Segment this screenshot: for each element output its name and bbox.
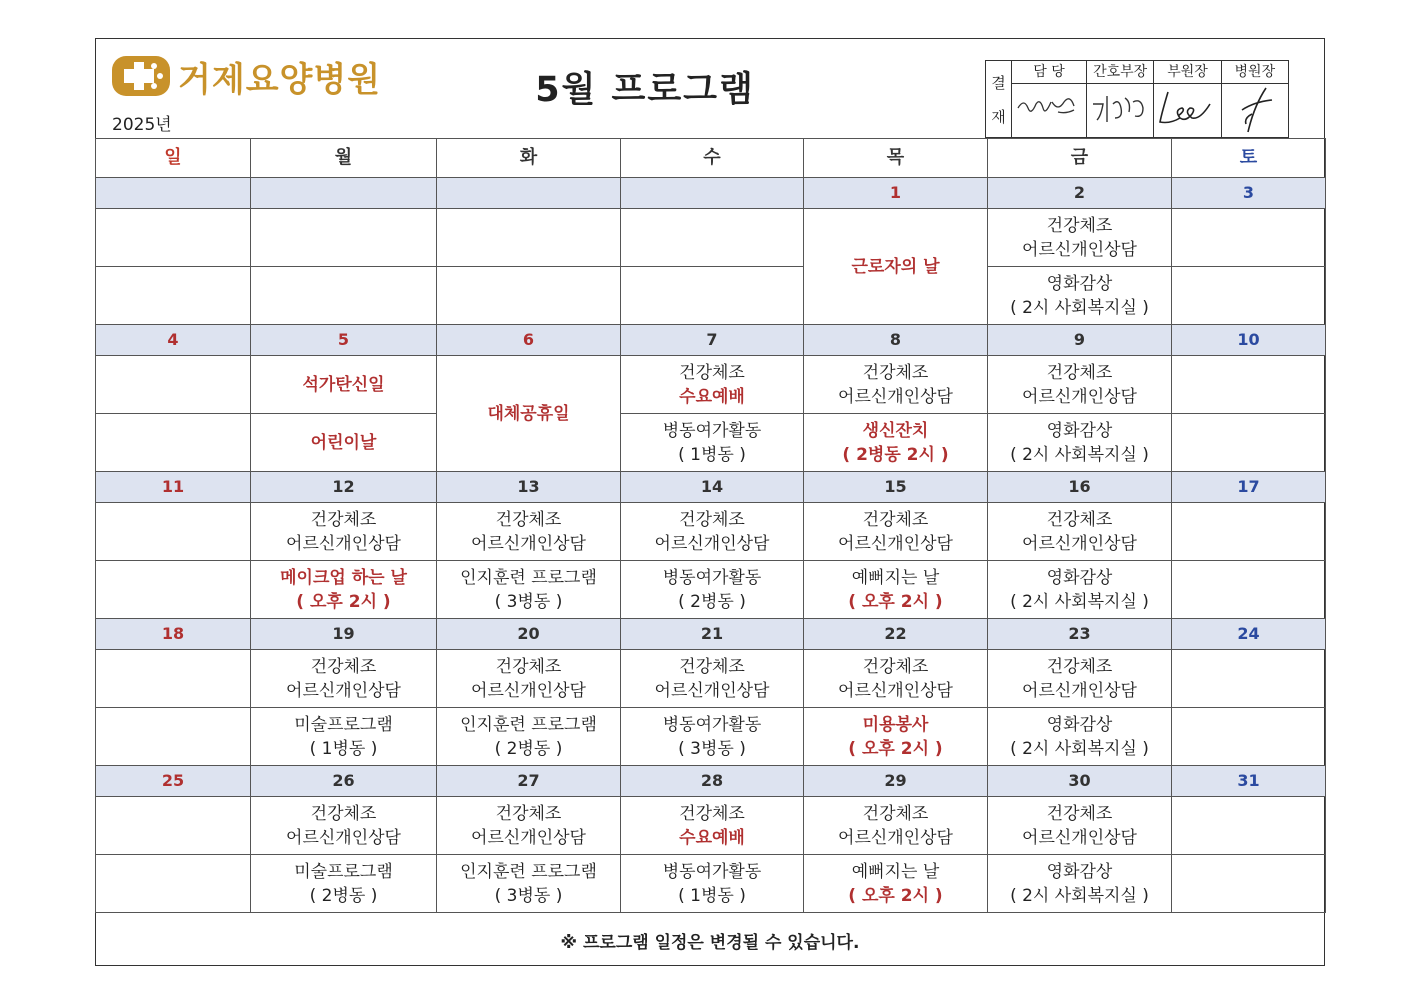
program-cell [804,503,988,561]
program-line: 건강체조 [862,656,929,677]
weekday-header [96,139,1326,178]
program-cell [96,708,251,766]
program-line: ( 오후 2시 ) [848,738,943,759]
hospital-name: 거제요양병원 [178,59,382,100]
program-cell [1172,561,1326,619]
signature-4 [1222,84,1288,142]
program-cell [621,356,804,414]
program-cell [437,503,621,561]
program-cell [621,650,804,708]
holiday-cell: 근로자의 날 [804,209,988,325]
program-line: 어르신개인상담 [654,680,770,701]
program-line: 어르신개인상담 [1022,533,1137,554]
program-cell [804,561,988,619]
date-cell: 3 [1172,178,1326,209]
program-cell [251,267,437,325]
program-cell [251,708,437,766]
program-cell [251,797,437,855]
program-line: 건강체조 [1046,362,1113,383]
program-line: 어르신개인상담 [838,386,953,407]
program-cell [96,356,251,414]
program-line: 인지훈련 프로그램 [460,714,597,735]
program-line: 어르신개인상담 [286,680,401,701]
date-cell: 24 [1172,619,1326,650]
approval-col [1012,61,1087,137]
date-cell: 1 [804,178,988,209]
program-cell [437,209,621,267]
program-line: 건강체조 [1046,509,1113,530]
date-cell: 10 [1172,325,1326,356]
program-line: 어르신개인상담 [1022,239,1137,260]
program-line: ( 2병동 ) [309,885,378,906]
date-cell [437,178,621,209]
program-line: ( 오후 2시 ) [848,591,943,612]
program-cell [1172,503,1326,561]
program-line: 인지훈련 프로그램 [460,567,597,588]
program-line: 건강체조 [862,509,929,530]
holiday-cell: 대체공휴일 [437,356,621,472]
program-cell [1172,855,1326,913]
program-line: 건강체조 [310,803,377,824]
program-line: 건강체조 [310,509,377,530]
program-cell [804,650,988,708]
schedule-note: ※ 프로그램 일정은 변경될 수 있습니다. [560,933,860,953]
approval-col [1087,61,1154,137]
date-cell [621,178,804,209]
date-cell: 6 [437,325,621,356]
program-line: 어르신개인상담 [471,533,586,554]
program-cell [96,650,251,708]
program-line: 인지훈련 프로그램 [460,861,597,882]
program-line: 어르신개인상담 [838,680,953,701]
program-cell [621,209,804,267]
program-line: 미술프로그램 [294,714,393,735]
weekday-fri: 금 [988,139,1172,178]
date-cell: 5 [251,325,437,356]
program-line: 어르신개인상담 [1022,827,1137,848]
approval-label: 결 재 [986,61,1012,137]
program-line: 건강체조 [679,362,745,383]
date-cell: 22 [804,619,988,650]
program-line: ( 3병동 ) [494,591,563,612]
approval-role: 부원장 [1154,61,1220,84]
approval-box [985,60,1289,138]
program-line: 병동여가활동 [662,567,762,588]
program-row [96,650,1326,708]
signature-3 [1154,84,1220,142]
date-row [96,766,1326,797]
date-cell [251,178,437,209]
date-row [96,325,1326,356]
program-line: 건강체조 [495,509,562,530]
date-cell: 19 [251,619,437,650]
date-cell: 8 [804,325,988,356]
date-cell: 21 [621,619,804,650]
program-cell [1172,650,1326,708]
date-row [96,472,1326,503]
program-line: ( 오후 2시 ) [848,885,943,906]
program-cell [804,855,988,913]
program-cell [804,356,988,414]
program-cell [804,708,988,766]
program-line: 병동여가활동 [662,420,762,441]
year-label: 2025년 [112,115,172,135]
program-line: 생신잔치 [862,420,929,441]
program-line: 메이크업 하는 날 [280,567,407,588]
weekday-mon: 월 [251,139,437,178]
date-cell: 17 [1172,472,1326,503]
program-row [96,267,1326,325]
program-line: 어르신개인상담 [1022,386,1137,407]
weekday-sat: 토 [1172,139,1326,178]
program-cell [251,414,437,472]
date-cell: 18 [96,619,251,650]
program-line: ( 2시 사회복지실 ) [1010,591,1149,612]
program-cell [621,414,804,472]
approval-col [1154,61,1221,137]
program-line: ( 1병동 ) [678,444,746,465]
program-line: 건강체조 [495,656,562,677]
program-cell [96,503,251,561]
program-cell [437,650,621,708]
program-cell [988,855,1172,913]
program-line: 수요예배 [679,386,745,407]
program-cell [96,267,251,325]
program-line: 석가탄신일 [302,374,385,395]
program-line: ( 오후 2시 ) [296,591,391,612]
program-line: ( 1병동 ) [678,885,746,906]
program-line: ( 2병동 ) [494,738,563,759]
date-cell: 2 [988,178,1172,209]
date-cell: 14 [621,472,804,503]
program-line: 건강체조 [1046,656,1113,677]
program-cell [621,267,804,325]
program-cell [1172,356,1326,414]
date-cell: 9 [988,325,1172,356]
program-cell [988,209,1172,267]
program-line: 수요예배 [679,827,745,848]
approval-col [1222,61,1288,137]
program-cell [1172,414,1326,472]
program-line: 건강체조 [679,803,745,824]
weekday-tue: 화 [437,139,621,178]
program-cell [621,855,804,913]
weekday-thu: 목 [804,139,988,178]
program-line: 어르신개인상담 [286,533,401,554]
program-cell [988,267,1172,325]
program-cell [437,797,621,855]
program-line: 어르신개인상담 [286,827,401,848]
program-cell [251,209,437,267]
program-line: 병동여가활동 [662,714,762,735]
program-cell [621,561,804,619]
program-line: ( 2시 사회복지실 ) [1010,738,1149,759]
program-cell [988,561,1172,619]
program-line: 병동여가활동 [662,861,762,882]
date-cell: 16 [988,472,1172,503]
date-cell: 27 [437,766,621,797]
program-line: 건강체조 [1046,215,1113,236]
program-line: 어르신개인상담 [654,533,770,554]
program-cell [988,797,1172,855]
date-cell: 4 [96,325,251,356]
date-cell: 23 [988,619,1172,650]
program-line: 건강체조 [862,803,929,824]
program-cell [1172,797,1326,855]
program-cell [988,650,1172,708]
program-cell [437,855,621,913]
program-cell [251,650,437,708]
program-line: ( 2병동 2시 ) [842,444,949,465]
program-line: ( 2시 사회복지실 ) [1010,297,1149,318]
program-line: 미술프로그램 [294,861,393,882]
program-cell [437,708,621,766]
program-line: 영화감상 [1046,273,1113,294]
program-line: 어린이날 [310,432,377,453]
date-cell: 29 [804,766,988,797]
date-cell: 30 [988,766,1172,797]
weekday-wed: 수 [621,139,804,178]
program-line: 건강체조 [1046,803,1113,824]
program-row [96,414,1326,472]
approval-role: 병원장 [1222,61,1288,84]
date-cell: 11 [96,472,251,503]
program-cell [251,356,437,414]
signature-1 [1012,84,1086,142]
program-line: 미용봉사 [862,714,929,735]
program-cell [251,503,437,561]
program-row [96,503,1326,561]
program-line: 건강체조 [679,509,745,530]
program-line: ( 1병동 ) [309,738,378,759]
date-row [96,619,1326,650]
program-cell [96,209,251,267]
program-line: 건강체조 [862,362,929,383]
program-line: 영화감상 [1046,567,1113,588]
program-line: ( 2시 사회복지실 ) [1010,885,1149,906]
program-line: 건강체조 [310,656,377,677]
program-cell [988,414,1172,472]
date-cell: 28 [621,766,804,797]
page-title: 5월 프로그램 [535,70,755,110]
date-row [96,178,1326,209]
program-row [96,708,1326,766]
program-line: ( 2병동 ) [678,591,746,612]
program-cell [1172,267,1326,325]
program-cell [437,561,621,619]
program-cell [988,708,1172,766]
program-line: 영화감상 [1046,420,1113,441]
program-line: ( 3병동 ) [494,885,563,906]
signature-2 [1087,84,1153,142]
program-cell [96,561,251,619]
program-cell [804,414,988,472]
program-line: 건강체조 [495,803,562,824]
program-line: 어르신개인상담 [838,533,953,554]
program-line: 예뻐지는 날 [851,861,940,882]
weekday-sun: 일 [96,139,251,178]
program-cell [96,414,251,472]
approval-role: 간호부장 [1087,61,1153,84]
date-cell: 25 [96,766,251,797]
program-row [96,561,1326,619]
program-line: 예뻐지는 날 [851,567,940,588]
program-cell [96,797,251,855]
date-cell: 13 [437,472,621,503]
program-line: 영화감상 [1046,714,1113,735]
program-line: ( 2시 사회복지실 ) [1010,444,1149,465]
program-line: 어르신개인상담 [471,680,586,701]
date-cell: 31 [1172,766,1326,797]
program-cell [251,855,437,913]
date-cell: 20 [437,619,621,650]
approval-role: 담 당 [1012,61,1086,84]
program-cell [96,855,251,913]
program-cell [621,708,804,766]
program-line: 어르신개인상담 [1022,680,1137,701]
program-row [96,356,1326,414]
program-cell [621,797,804,855]
date-cell [96,178,251,209]
program-row [96,209,1326,267]
program-cell [988,356,1172,414]
calendar-table [95,138,1326,913]
program-cell [988,503,1172,561]
program-line: 영화감상 [1046,861,1113,882]
program-cell [1172,708,1326,766]
program-line: ( 3병동 ) [678,738,746,759]
program-cell [621,503,804,561]
program-line: 어르신개인상담 [471,827,586,848]
program-cell [804,797,988,855]
program-row [96,855,1326,913]
date-cell: 12 [251,472,437,503]
program-cell [1172,209,1326,267]
program-row [96,797,1326,855]
date-cell: 15 [804,472,988,503]
date-cell: 26 [251,766,437,797]
date-cell: 7 [621,325,804,356]
program-line: 건강체조 [679,656,745,677]
program-cell [251,561,437,619]
program-cell [437,267,621,325]
program-line: 어르신개인상담 [838,827,953,848]
